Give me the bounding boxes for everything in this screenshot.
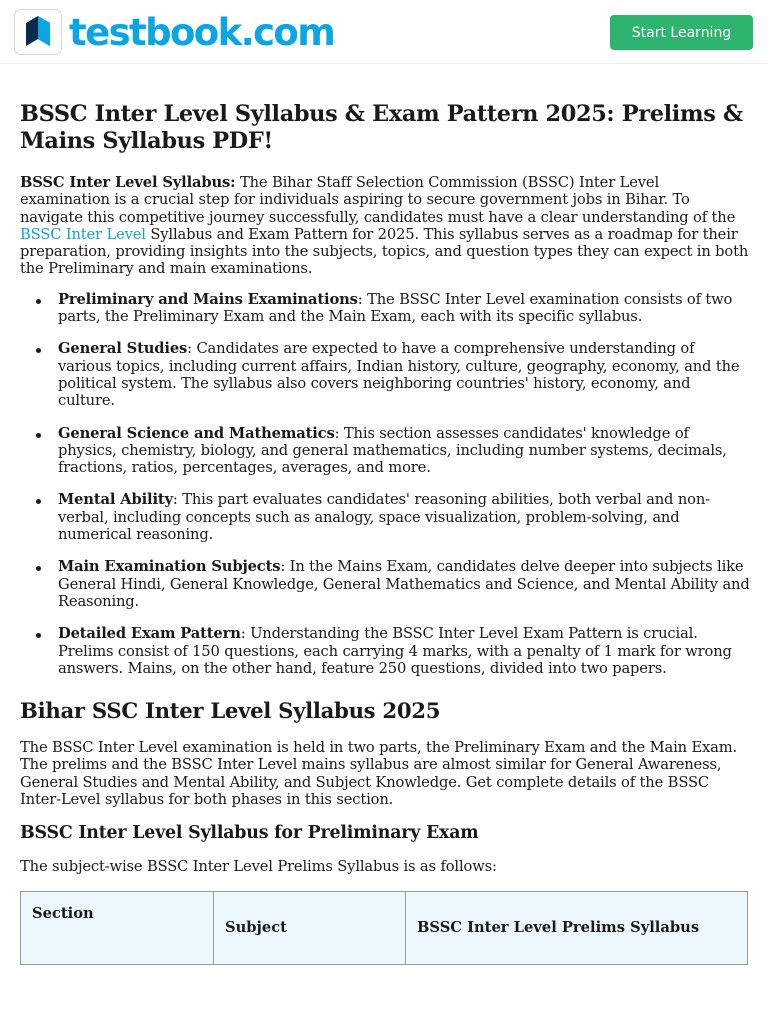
article-content (20, 101, 750, 965)
table-header-row (21, 891, 748, 964)
bullet-icon (36, 433, 41, 438)
key-points-list (20, 291, 750, 677)
point-text: : Candidates are expected to have a comprehensive understanding of various topics, including current affairs, Indian history, culture, geography, economy, and the political system. The syllabus also covers neighboring countries' history, economy, and culture. (58, 340, 740, 410)
bullet-icon (36, 499, 41, 504)
header-prelims-syllabus: BSSC Inter Level Prelims Syllabus (406, 891, 748, 964)
point-text: : This part evaluates candidates' reasoning abilities, both verbal and non-verbal, including concepts such as analogy, space visualization, problem-solving, and numerical reasoning. (58, 491, 710, 544)
prelims-syllabus-table (20, 891, 748, 965)
point-label: General Science and Mathematics (58, 424, 335, 442)
bullet-icon (36, 566, 41, 571)
point-label: General Studies (58, 340, 188, 358)
point-text: : This section assesses candidates' knowledge of physics, chemistry, biology, and general mathematics, including number systems, decimals, fractions, ratios, percentages, averages, and more. (58, 424, 727, 477)
header-subject: Subject (214, 891, 406, 964)
point-text: : In the Mains Exam, candidates delve deeper into subjects like General Hindi, General Knowledge, General Mathematics and Science, and Mental Ability and Reasoning. (58, 558, 750, 610)
section-paragraph: The BSSC Inter Level examination is held in two parts, the Preliminary Exam and the Main Exam. The prelims and the BSSC Inter Level mains syllabus are almost similar for General Awareness, General Studies and Mental Ability, and Subject Knowledge. Get complete details of the BSSC Inter-Level syllabus for both phases in this section. (20, 739, 738, 809)
list-item (20, 491, 750, 543)
logo-icon (14, 9, 62, 55)
list-item (20, 425, 750, 477)
testbook-logo[interactable] (14, 9, 334, 55)
prelims-subheading: BSSC Inter Level Syllabus for Preliminary Exam (20, 823, 479, 844)
site-header (0, 0, 768, 64)
logo-text: testbook.com (69, 10, 335, 54)
section-heading: Bihar SSC Inter Level Syllabus 2025 (20, 698, 441, 724)
bssc-inter-level-link[interactable]: BSSC Inter Level (20, 225, 146, 243)
bullet-icon (36, 299, 41, 304)
point-label: Detailed Exam Pattern (58, 625, 241, 643)
bullet-icon (36, 633, 41, 638)
intro-paragraph (20, 174, 750, 278)
point-label: Preliminary and Mains Examinations (58, 290, 358, 308)
point-label: Mental Ability (58, 491, 173, 509)
point-label: Main Examination Subjects (58, 558, 281, 576)
list-item (20, 625, 750, 677)
bullet-icon (36, 348, 41, 353)
intro-text-after-link: Syllabus and Exam Pattern for 2025. This syllabus serves as a roadmap for their preparation, providing insights into the subjects, topics, and question types they can expect in both the Preliminary and main examinations. (20, 225, 749, 278)
intro-lead: BSSC Inter Level Syllabus: (20, 174, 236, 191)
header-section: Section (21, 891, 214, 964)
article-title: BSSC Inter Level Syllabus & Exam Pattern 2025: Prelims & Mains Syllabus PDF! (20, 101, 743, 154)
list-item (20, 340, 750, 409)
intro-text-before-link: The Bihar Staff Selection Commission (BSSC) Inter Level examination is a crucial step for individuals aspiring to secure government jobs in Bihar. To navigate this competitive journey successfully, candidates must have a clear understanding of the (20, 174, 736, 226)
point-text: : The BSSC Inter Level examination consists of two parts, the Preliminary Exam and the Main Exam, each with its specific syllabus. (58, 290, 733, 326)
list-item (20, 558, 750, 610)
start-learning-button[interactable]: Start Learning (610, 15, 753, 50)
prelims-intro-text: The subject-wise BSSC Inter Level Prelims Syllabus is as follows: (20, 858, 497, 876)
point-text: : Understanding the BSSC Inter Level Exam Pattern is crucial. Prelims consist of 150 questions, each carrying 4 marks, with a penalty of 1 mark for wrong answers. Mains, on the other hand, feature 250 questions, divided into two papers. (58, 625, 732, 677)
list-item (20, 291, 750, 326)
